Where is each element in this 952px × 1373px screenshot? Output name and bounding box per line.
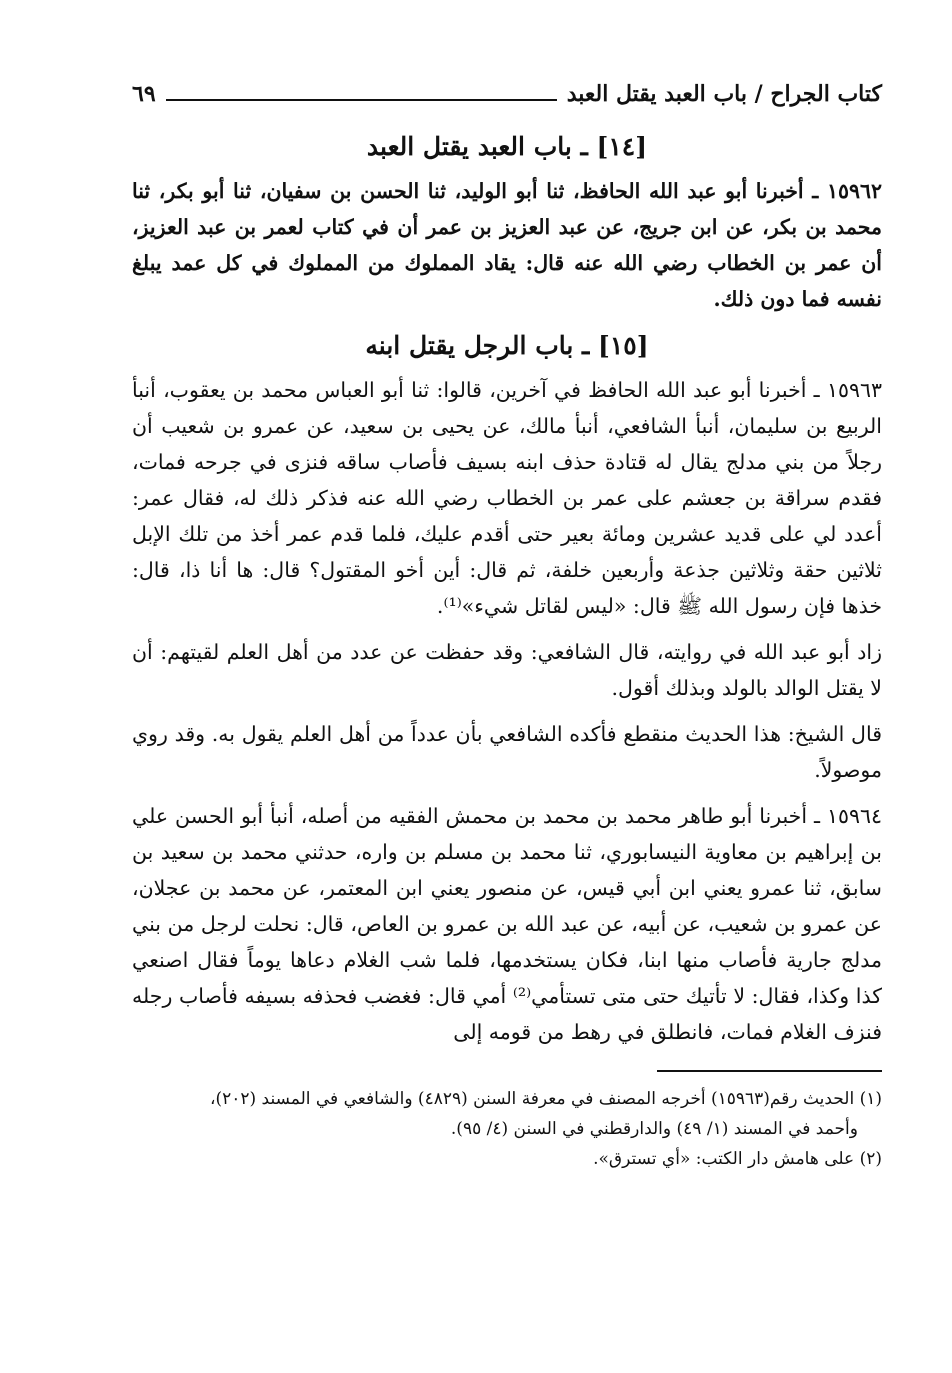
header-title: كتاب الجراح / باب العبد يقتل العبد [566, 81, 882, 107]
page-number: ٦٩ [132, 81, 156, 107]
sheikh-comment: قال الشيخ: هذا الحديث منقطع فأكده الشافعي بأن عدداً من أهل العلم يقول به. وقد روي موصولاً. [132, 722, 882, 782]
header-rule [166, 99, 557, 101]
hadith-15963: ١٥٩٦٣ ـ أخبرنا أبو عبد الله الحافظ في آخرين، قالوا: ثنا أبو العباس محمد بن يعقوب، أنبأ الربيع بن سليمان، أنبأ الشافعي، أنبأ مالك، عن يحيى بن سعيد، عن عمرو بن شعيب أن رجلاً من بني مدلج يقال له قتادة حذف ابنه بسيف فأصاب ساقه فنزى في جرحه فمات، فقدم سراقة بن جعشم على عمر بن الخطاب رضي الله عنه فذكر ذلك له، فقال عمر: أعدد لي على قديد عشرين ومائة بعير حتى أقدم عليك، فلما قدم عمر أخذ من تلك الإبل ثلاثين حقة وثلاثين جذعة وأربعين خلفة، ثم قال: أين أخو المقتول؟ قال: ها أنا ذا، قال: خذها فإن رسول الله ﷺ قال: «ليس لقاتل شيء»⁽¹⁾. [132, 378, 882, 618]
running-header [132, 70, 882, 118]
footnote-1-line-2: وأحمد في المسند (١/ ٤٩) والدارقطني في السنن (٤/ ٩٥). [450, 1119, 858, 1139]
section-title-15: [١٥] ـ باب الرجل يقتل ابنه [365, 331, 649, 360]
footnote-2-line-1: (٢) على هامش دار الكتب: «أي تسترق». [593, 1149, 882, 1169]
footnote-1 [132, 1084, 882, 1144]
footnote-1-line-1: (١) الحديث رقم(١٥٩٦٣) أخرجه المصنف في معرفة السنن (٤٨٢٩) والشافعي في المسند (٢٠٢)، [209, 1089, 882, 1109]
hadith-15964: ١٥٩٦٤ ـ أخبرنا أبو طاهر محمد بن محمد بن محمش الفقيه من أصله، أنبأ أبو الحسن علي بن إبراهيم بن معاوية النيسابوري، ثنا محمد بن مسلم بن واره، حدثني محمد بن سعيد بن سابق، ثنا عمرو يعني ابن أبي قيس، عن منصور يعني ابن المعتمر، عن محمد بن عجلان، عن عمرو بن شعيب، عن أبيه، عن عبد الله بن عمرو بن العاص، قال: نحلت لرجل من بني مدلج جارية فأصاب منها ابنا، فكان يستخدمها، فلما شب الغلام دعاها يوماً فقال اصنعي كذا وكذا، فقال: لا تأتيك حتى متى تستأمي⁽²⁾ أمي قال: فغضب فحذفه بسيفه فأصاب رجله فنزف الغلام فمات، فانطلق في رهط من قومه إلى [132, 804, 882, 1044]
footnote-separator [657, 1070, 882, 1072]
shafii-addition: زاد أبو عبد الله في روايته، قال الشافعي: وقد حفظت عن عدد من أهل العلم لقيتهم: أن لا يقتل الوالد بالولد وبذلك أقول. [132, 640, 882, 700]
section-title-14: [١٤] ـ باب العبد يقتل العبد [366, 132, 648, 161]
page [132, 70, 882, 1333]
hadith-15962: ١٥٩٦٢ ـ أخبرنا أبو عبد الله الحافظ، ثنا أبو الوليد، ثنا الحسن بن سفيان، ثنا أبو بكر، ثنا محمد بن بكر، عن ابن جريج، عن عبد العزيز بن عمر أن في كتاب لعمر بن عبد العزيز، أن عمر بن الخطاب رضي الله عنه قال: يقاد المملوك من المملوك في كل عمد يبلغ نفسه فما دون ذلك. [132, 179, 882, 311]
footnote-2 [132, 1144, 882, 1174]
